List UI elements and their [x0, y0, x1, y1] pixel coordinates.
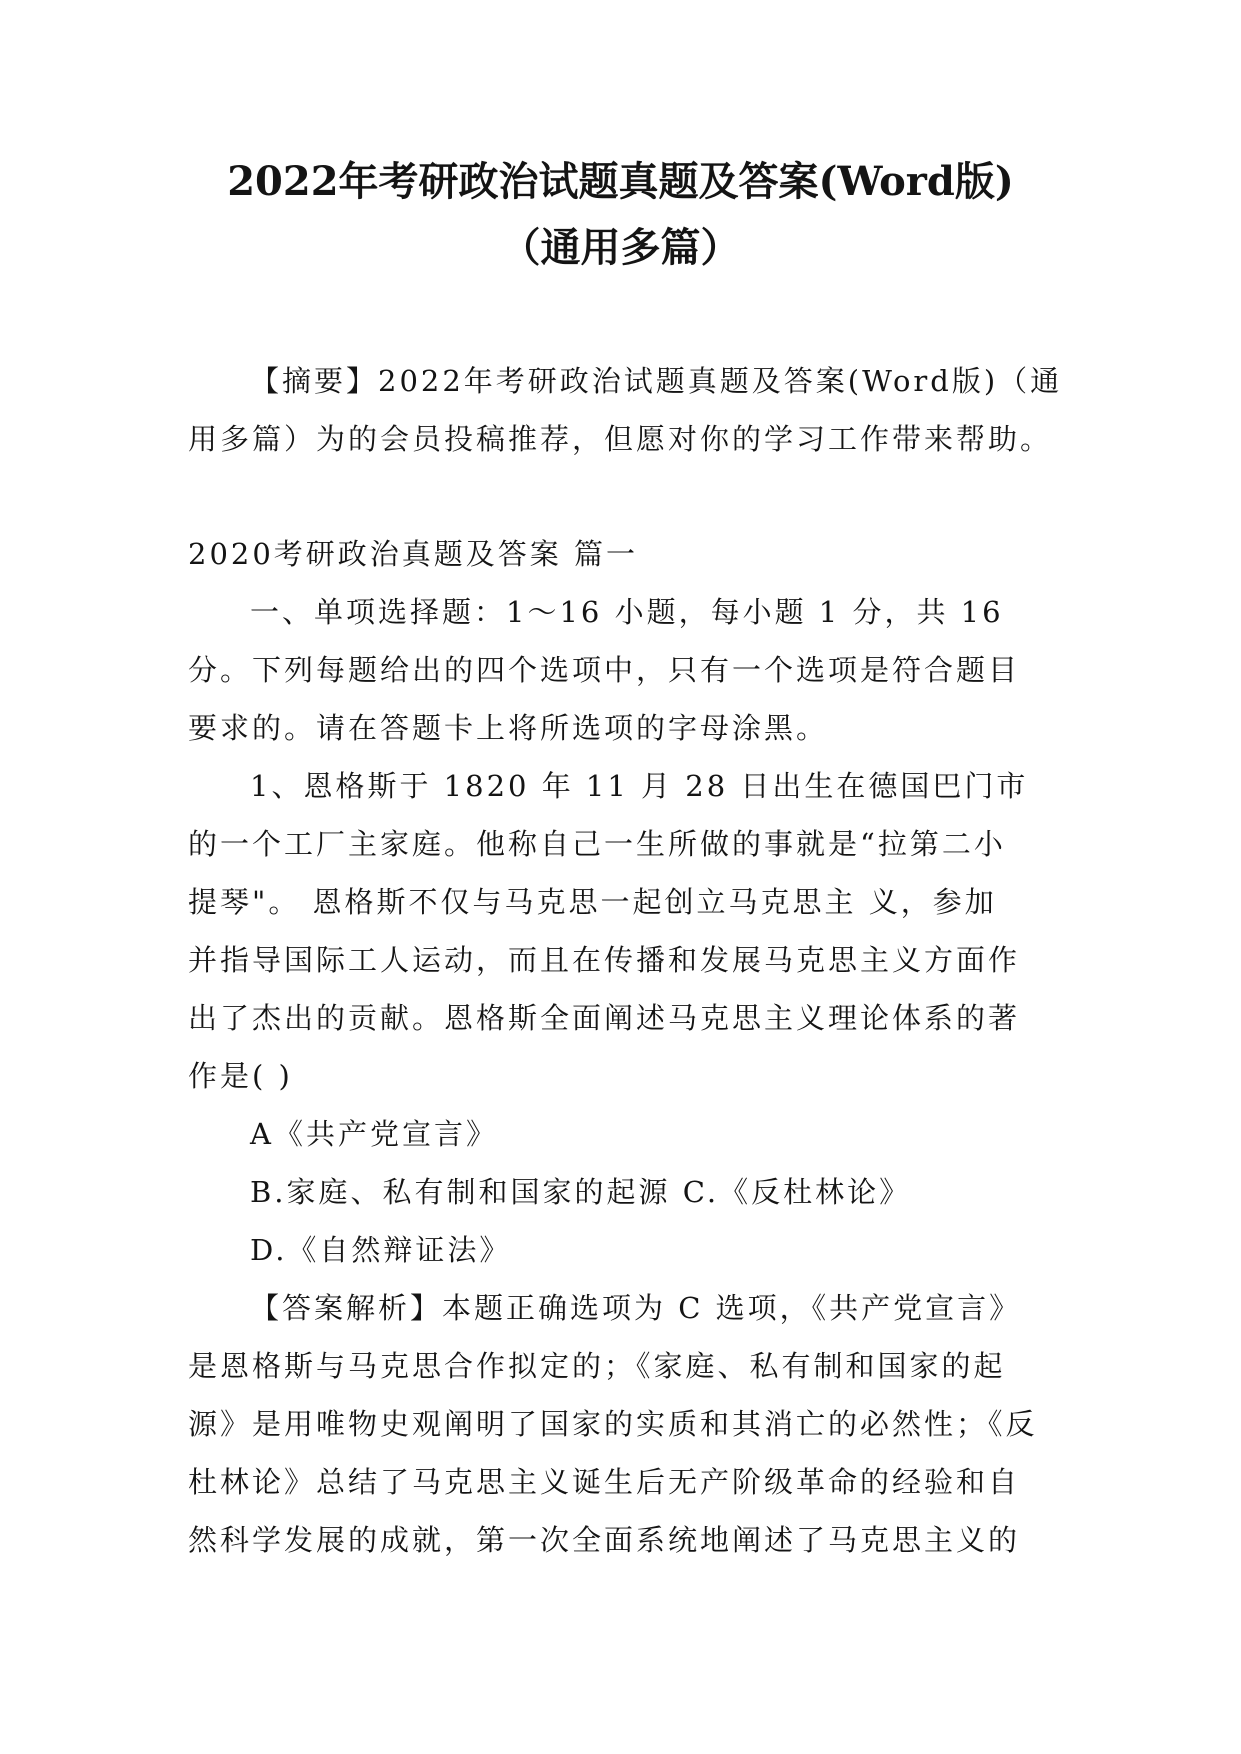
question-1-line: 出了杰出的贡献。恩格斯全面阐述马克思主义理论体系的著 [188, 1001, 1021, 1035]
option-a: A《共产党宣言》 [250, 1117, 498, 1151]
answer-line: 杜林论》总结了马克思主义诞生后无产阶级革命的经验和自 [188, 1465, 1021, 1499]
document-title-line-1: 2022年考研政治试题真题及答案(Word版) [227, 158, 1014, 205]
abstract-paragraph [188, 352, 1063, 468]
answer-line: 然科学发展的成就，第一次全面系统地阐述了马克思主义的 [188, 1523, 1021, 1557]
document-title-line-2: （通用多篇） [500, 224, 741, 271]
section-heading-text: 2020考研政治真题及答案 篇一 [188, 537, 639, 571]
question-1-line: 并指导国际工人运动，而且在传播和发展马克思主义方面作 [188, 943, 1021, 977]
question-section [188, 583, 1048, 1569]
question-1-line: 的一个工厂主家庭。他称自己一生所做的事就是“拉第二小 [188, 827, 1006, 861]
answer-line: 源》是用唯物史观阐明了国家的实质和其消亡的必然性；《反 [188, 1407, 1038, 1441]
option-b-c: B.家庭、私有制和国家的起源 C.《反杜林论》 [250, 1175, 912, 1209]
answer-line: 是恩格斯与马克思合作拟定的；《家庭、私有制和国家的起 [188, 1349, 1006, 1383]
instructions-line: 要求的。请在答题卡上将所选项的字母涂黑。 [188, 711, 829, 745]
answer-line: 【答案解析】本题正确选项为 C 选项，《共产党宣言》 [250, 1291, 1022, 1325]
instructions-line: 分。下列每题给出的四个选项中，只有一个选项是符合题目 [188, 653, 1021, 687]
abstract-line: 用多篇）为的会员投稿推荐，但愿对你的学习工作带来帮助。 [188, 422, 1053, 456]
abstract-line: 【摘要】2022年考研政治试题真题及答案(Word版)（通 [250, 364, 1063, 398]
section-heading [188, 525, 1048, 583]
option-d: D.《自然辩证法》 [250, 1233, 512, 1267]
question-1-line: 作是( ) [188, 1059, 293, 1093]
question-1-line: 提琴"。 恩格斯不仅与马克思一起创立马克思主 义，参加 [188, 885, 997, 919]
instructions-line: 一、单项选择题：1～16 小题，每小题 1 分，共 16 [250, 595, 1004, 629]
question-1-line: 1、恩格斯于 1820 年 11 月 28 日出生在德国巴门市 [250, 769, 1029, 803]
